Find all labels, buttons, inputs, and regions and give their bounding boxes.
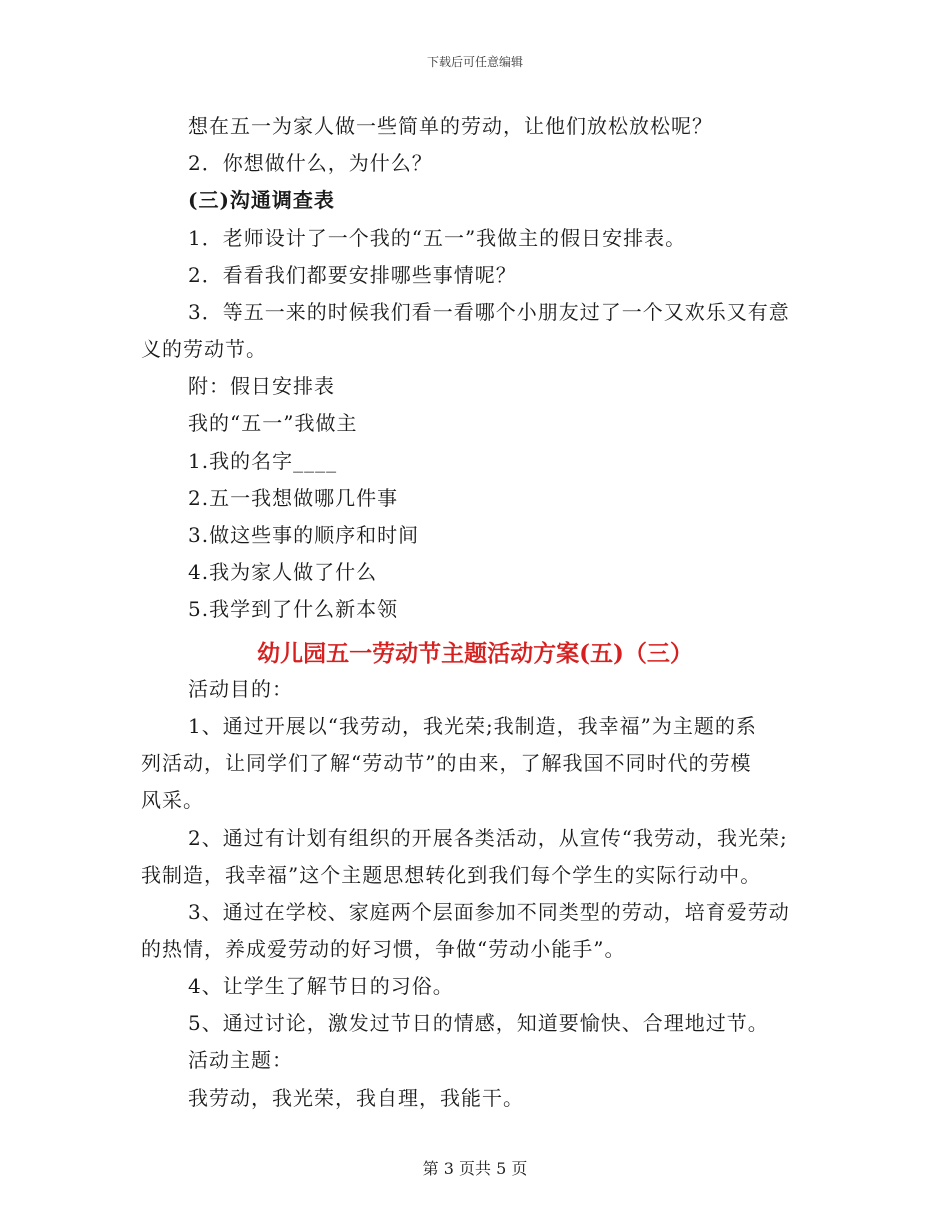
paragraph-line: 我的“五一”我做主 (188, 411, 358, 435)
paragraph-line: 义的劳动节。 (141, 337, 267, 361)
paragraph-line: 2．看看我们都要安排哪些事情呢？ (188, 263, 517, 287)
page-number: 第 3 页共 5 页 (422, 1159, 528, 1178)
section-title: 幼儿园五一劳动节主题活动方案(五)（三） (257, 640, 693, 667)
paragraph-line: 5、通过讨论，激发过节日的情感，知道要愉快、合理地过节。 (188, 1011, 769, 1035)
paragraph-line: 的热情，养成爱劳动的好习惯，争做“劳动小能手”。 (141, 937, 626, 961)
paragraph-line: 3．等五一来的时候我们看一看哪个小朋友过了一个又欢乐又有意 (188, 300, 790, 324)
paragraph-line: 风采。 (141, 788, 204, 812)
list-item: 4.我为家人做了什么 (188, 560, 378, 584)
paragraph-line: 列活动，让同学们了解“劳动节”的由来，了解我国不同时代的劳模 (141, 751, 752, 775)
paragraph-line: 我劳动，我光荣，我自理，我能干。 (188, 1086, 524, 1110)
subsection-title: (三)沟通调查表 (188, 188, 335, 212)
paragraph-line: 活动主题： (188, 1048, 293, 1072)
paragraph-line: 1．老师设计了一个我的“五一”我做主的假日安排表。 (188, 226, 687, 250)
paragraph-line: 活动目的： (188, 677, 293, 701)
list-item: 3.做这些事的顺序和时间 (188, 523, 420, 547)
paragraph-line: 1、通过开展以“我劳动，我光荣;我制造，我幸福”为主题的系 (188, 714, 757, 738)
paragraph-line: 我制造，我幸福”这个主题思想转化到我们每个学生的实际行动中。 (141, 863, 762, 887)
paragraph-line: 2．你想做什么，为什么？ (188, 151, 433, 175)
paragraph-line: 2、通过有计划有组织的开展各类活动，从宣传“我劳动，我光荣; (188, 826, 788, 850)
header-note: 下载后可任意编辑 (426, 55, 523, 69)
paragraph-line: 附：假日安排表 (188, 374, 335, 398)
list-item: 2.五一我想做哪几件事 (188, 486, 399, 510)
paragraph-line: 想在五一为家人做一些简单的劳动，让他们放松放松呢？ (188, 114, 713, 138)
paragraph-line: 4、让学生了解节日的习俗。 (188, 974, 454, 998)
list-item: 1.我的名字____ (188, 449, 338, 473)
paragraph-line: 3、通过在学校、家庭两个层面参加不同类型的劳动，培育爱劳动 (188, 900, 790, 924)
list-item: 5.我学到了什么新本领 (188, 597, 399, 621)
